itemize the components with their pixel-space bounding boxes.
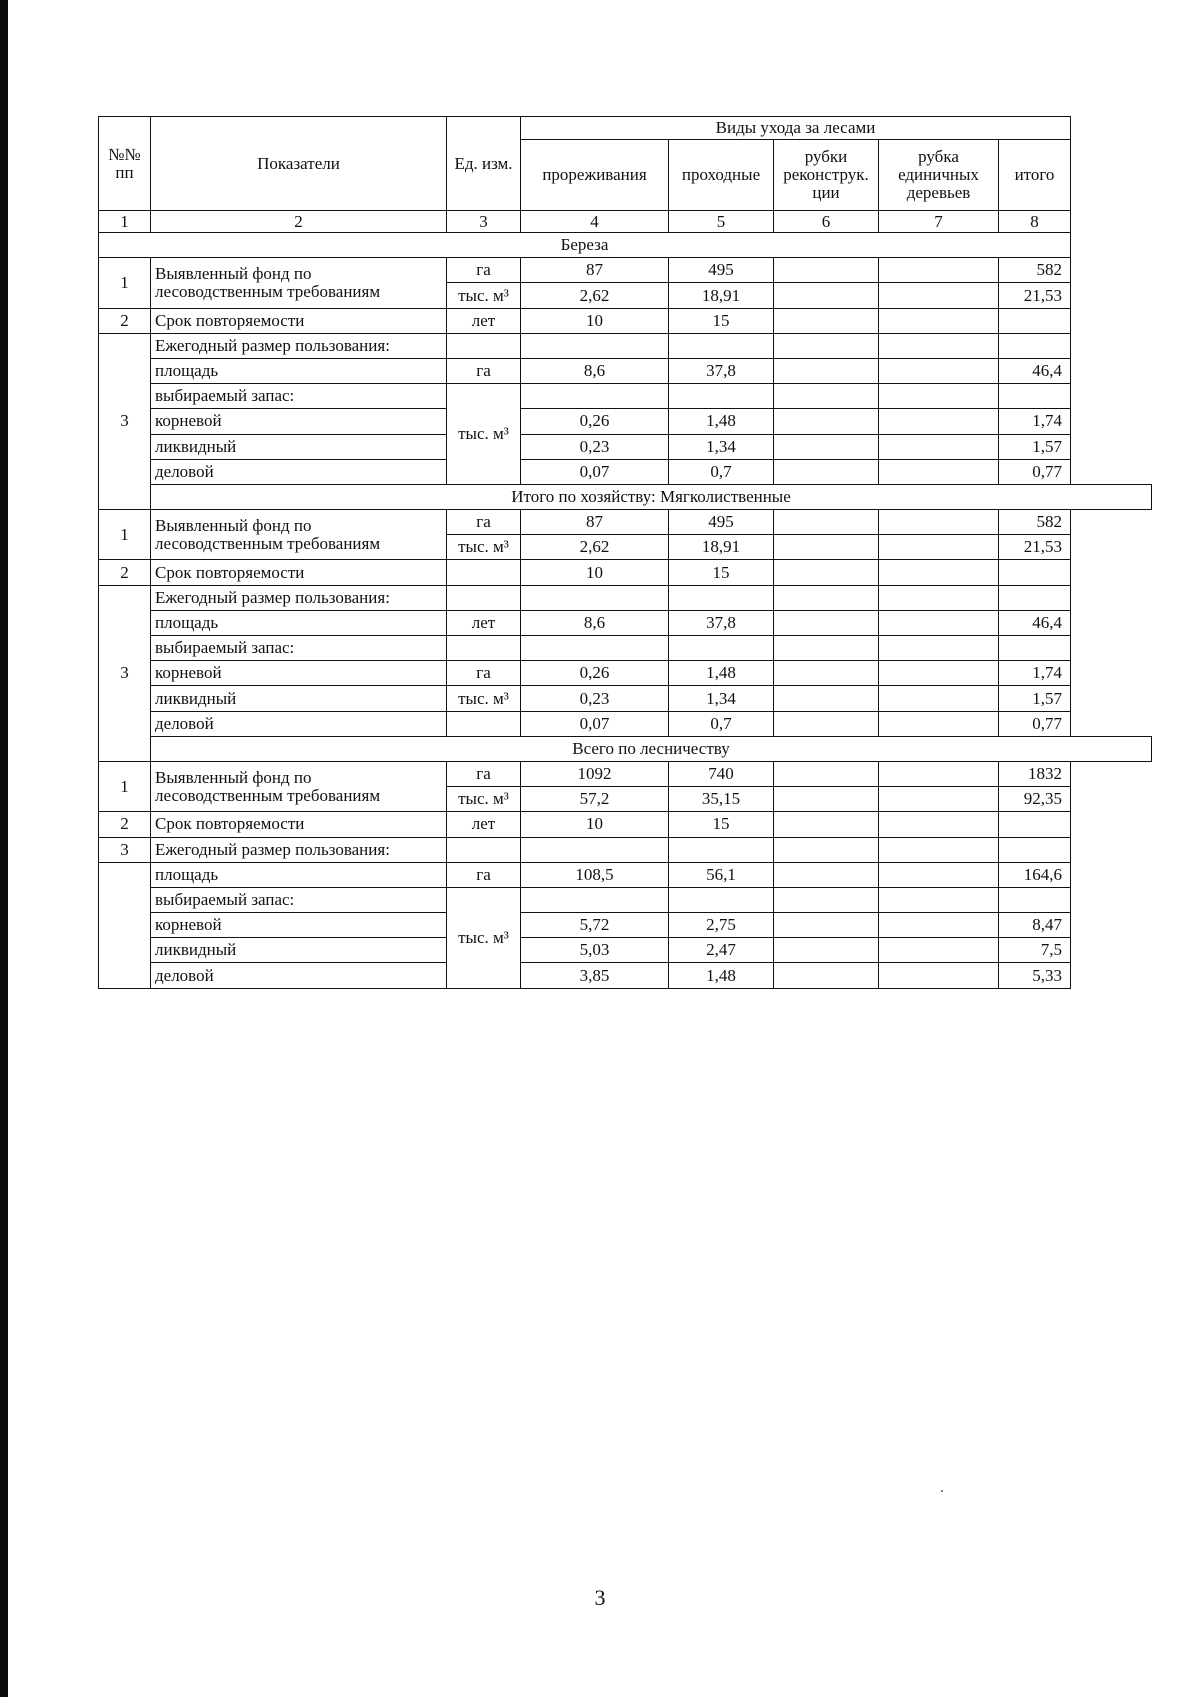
row-number: 2 [99, 308, 151, 333]
repeat-row [99, 560, 1152, 585]
value-cell: 108,5 [521, 862, 669, 887]
scan-speck [941, 1490, 943, 1492]
stock-kind-label: корневой [151, 409, 447, 434]
unit-cell: тыс. м³ [447, 686, 521, 711]
value-cell: 3,85 [521, 963, 669, 988]
repeat-label: Срок повторяемости [151, 308, 447, 333]
stock-unit: тыс. м³ [447, 384, 521, 485]
value-cell: 21,53 [999, 283, 1071, 308]
value-cell: 1,57 [999, 686, 1071, 711]
empty-cell [774, 636, 879, 661]
value-cell [774, 409, 879, 434]
value-cell: 1,74 [999, 409, 1071, 434]
stock-row [99, 686, 1152, 711]
value-cell: 15 [669, 560, 774, 585]
empty-cell [521, 384, 669, 409]
value-cell [879, 862, 999, 887]
care-type-col-header: рубки реконструк. ции [774, 140, 879, 211]
care-type-col-header: проходные [669, 140, 774, 211]
row-number: 2 [99, 812, 151, 837]
header-row-top [99, 117, 1152, 140]
value-cell: 21,53 [999, 535, 1071, 560]
value-cell: 2,62 [521, 283, 669, 308]
value-cell: 5,33 [999, 963, 1071, 988]
value-cell: 56,1 [669, 862, 774, 887]
value-cell: 1,48 [669, 661, 774, 686]
value-cell [879, 963, 999, 988]
value-cell: 0,77 [999, 459, 1071, 484]
stock-row [99, 409, 1152, 434]
value-cell: 87 [521, 510, 669, 535]
value-cell [774, 938, 879, 963]
value-cell [774, 812, 879, 837]
value-cell: 582 [999, 258, 1071, 283]
empty-cell [774, 384, 879, 409]
value-cell: 15 [669, 308, 774, 333]
care-type-col-header: итого [999, 140, 1071, 211]
empty-cell [447, 585, 521, 610]
value-cell [879, 560, 999, 585]
empty-cell [879, 837, 999, 862]
value-cell: 5,03 [521, 938, 669, 963]
value-cell [774, 258, 879, 283]
value-cell: 57,2 [521, 787, 669, 812]
value-cell: 0,07 [521, 459, 669, 484]
empty-cell [447, 333, 521, 358]
value-cell: 5,72 [521, 913, 669, 938]
empty-cell [879, 887, 999, 912]
fund-label: Выявленный фонд по лесоводственным требованиям [151, 510, 447, 560]
care-types-header: Виды ухода за лесами [521, 117, 1071, 140]
column-number: 4 [521, 211, 669, 233]
indicators-header: Показатели [151, 117, 447, 211]
empty-cell [879, 384, 999, 409]
value-cell [774, 535, 879, 560]
value-cell: 8,6 [521, 610, 669, 635]
area-row [99, 610, 1152, 635]
value-cell [774, 711, 879, 736]
stock-row [99, 938, 1152, 963]
area-label: площадь [151, 610, 447, 635]
empty-cell [999, 837, 1071, 862]
stock-label: выбираемый запас: [151, 636, 447, 661]
value-cell: 1,34 [669, 434, 774, 459]
stock-kind-label: деловой [151, 711, 447, 736]
area-row [99, 862, 1152, 887]
empty-cell [669, 887, 774, 912]
value-cell: 1,34 [669, 686, 774, 711]
value-cell: 10 [521, 560, 669, 585]
empty-cell [669, 333, 774, 358]
repeat-label: Срок повторяемости [151, 560, 447, 585]
value-cell [999, 560, 1071, 585]
value-cell: 2,47 [669, 938, 774, 963]
value-cell [774, 913, 879, 938]
annual-label-row [99, 585, 1152, 610]
column-number: 3 [447, 211, 521, 233]
stock-label: выбираемый запас: [151, 887, 447, 912]
value-cell: 0,77 [999, 711, 1071, 736]
value-cell [879, 913, 999, 938]
section-title-row [99, 736, 1152, 761]
stock-label-row [99, 887, 1152, 912]
value-cell: 8,47 [999, 913, 1071, 938]
empty-cell [774, 837, 879, 862]
stock-kind-label: ликвидный [151, 434, 447, 459]
value-cell [879, 409, 999, 434]
value-cell: 495 [669, 258, 774, 283]
empty-cell [521, 837, 669, 862]
value-cell [774, 610, 879, 635]
empty-cell [774, 887, 879, 912]
value-cell: 0,07 [521, 711, 669, 736]
value-cell: 0,7 [669, 711, 774, 736]
value-cell [879, 283, 999, 308]
row-number: 1 [99, 761, 151, 811]
fund-label: Выявленный фонд по лесоводственным требованиям [151, 761, 447, 811]
unit-cell: лет [447, 812, 521, 837]
stock-label: выбираемый запас: [151, 384, 447, 409]
area-row [99, 358, 1152, 383]
column-number: 1 [99, 211, 151, 233]
column-number: 2 [151, 211, 447, 233]
care-type-col-header: прореживания [521, 140, 669, 211]
value-cell: 2,75 [669, 913, 774, 938]
value-cell: 1092 [521, 761, 669, 786]
section-title: Итого по хозяйству: Мягколиственные [151, 484, 1152, 509]
empty-cell [879, 636, 999, 661]
annual-label: Ежегодный размер пользования: [151, 333, 447, 358]
stock-kind-label: деловой [151, 963, 447, 988]
empty-cell [669, 636, 774, 661]
row-number-empty [99, 862, 151, 988]
unit-cell: га [447, 258, 521, 283]
value-cell [879, 938, 999, 963]
value-cell [879, 308, 999, 333]
stock-row [99, 711, 1152, 736]
value-cell: 1832 [999, 761, 1071, 786]
value-cell [774, 761, 879, 786]
annual-label-row [99, 837, 1152, 862]
value-cell: 1,48 [669, 409, 774, 434]
annual-label-row [99, 333, 1152, 358]
stock-kind-label: корневой [151, 661, 447, 686]
empty-cell [447, 837, 521, 862]
empty-cell [521, 636, 669, 661]
stock-row [99, 913, 1152, 938]
stock-unit: тыс. м³ [447, 887, 521, 988]
value-cell [879, 812, 999, 837]
empty-cell [774, 333, 879, 358]
value-cell [774, 963, 879, 988]
value-cell: 87 [521, 258, 669, 283]
value-cell: 0,26 [521, 661, 669, 686]
unit-cell: тыс. м³ [447, 787, 521, 812]
value-cell: 495 [669, 510, 774, 535]
value-cell: 1,57 [999, 434, 1071, 459]
stock-kind-label: корневой [151, 913, 447, 938]
value-cell [879, 686, 999, 711]
value-cell [774, 560, 879, 585]
empty-cell [999, 585, 1071, 610]
empty-cell [879, 333, 999, 358]
value-cell [774, 283, 879, 308]
fund-row [99, 258, 1152, 283]
value-cell: 15 [669, 812, 774, 837]
value-cell [879, 610, 999, 635]
value-cell: 18,91 [669, 535, 774, 560]
column-number: 7 [879, 211, 999, 233]
empty-cell [999, 333, 1071, 358]
value-cell [774, 787, 879, 812]
row-number: 1 [99, 258, 151, 308]
value-cell: 46,4 [999, 610, 1071, 635]
repeat-label: Срок повторяемости [151, 812, 447, 837]
empty-cell [521, 585, 669, 610]
num-header: №№ пп [99, 117, 151, 211]
value-cell: 740 [669, 761, 774, 786]
value-cell: 1,74 [999, 661, 1071, 686]
stock-kind-label: ликвидный [151, 938, 447, 963]
value-cell [879, 711, 999, 736]
fund-row [99, 761, 1152, 786]
stock-row [99, 459, 1152, 484]
section-title: Береза [99, 233, 1071, 258]
section-title: Всего по лесничеству [151, 736, 1152, 761]
value-cell [879, 434, 999, 459]
value-cell: 582 [999, 510, 1071, 535]
value-cell [774, 358, 879, 383]
value-cell: 92,35 [999, 787, 1071, 812]
value-cell [774, 862, 879, 887]
stock-label-row [99, 636, 1152, 661]
stock-row [99, 434, 1152, 459]
value-cell: 0,7 [669, 459, 774, 484]
value-cell: 7,5 [999, 938, 1071, 963]
care-type-col-header: рубка единичных деревьев [879, 140, 999, 211]
value-cell [774, 661, 879, 686]
empty-cell [521, 887, 669, 912]
page-number: 3 [594, 1585, 606, 1610]
annual-label: Ежегодный размер пользования: [151, 585, 447, 610]
unit-cell: га [447, 358, 521, 383]
row-number: 3 [99, 585, 151, 761]
stock-row [99, 661, 1152, 686]
value-cell [879, 459, 999, 484]
value-cell [774, 510, 879, 535]
value-cell: 8,6 [521, 358, 669, 383]
empty-cell [774, 585, 879, 610]
empty-cell [447, 636, 521, 661]
unit-cell: лет [447, 308, 521, 333]
row-number: 2 [99, 560, 151, 585]
value-cell: 37,8 [669, 610, 774, 635]
row-number: 3 [99, 837, 151, 862]
column-number: 5 [669, 211, 774, 233]
value-cell: 1,48 [669, 963, 774, 988]
unit-cell [447, 560, 521, 585]
stock-kind-label: ликвидный [151, 686, 447, 711]
row-number: 3 [99, 333, 151, 509]
unit-cell: тыс. м³ [447, 535, 521, 560]
empty-cell [999, 384, 1071, 409]
stock-label-row [99, 384, 1152, 409]
repeat-row [99, 308, 1152, 333]
empty-cell [521, 333, 669, 358]
unit-cell: га [447, 510, 521, 535]
empty-cell [669, 585, 774, 610]
unit-header: Ед. изм. [447, 117, 521, 211]
unit-cell: га [447, 661, 521, 686]
value-cell [774, 686, 879, 711]
forest-care-table [98, 116, 1152, 989]
fund-label: Выявленный фонд по лесоводственным требованиям [151, 258, 447, 308]
value-cell: 10 [521, 812, 669, 837]
value-cell [879, 661, 999, 686]
unit-cell: лет [447, 610, 521, 635]
empty-cell [999, 636, 1071, 661]
value-cell: 18,91 [669, 283, 774, 308]
empty-cell [879, 585, 999, 610]
section-title-row [99, 484, 1152, 509]
value-cell: 164,6 [999, 862, 1071, 887]
value-cell [999, 812, 1071, 837]
empty-cell [999, 887, 1071, 912]
area-label: площадь [151, 862, 447, 887]
unit-cell: тыс. м³ [447, 283, 521, 308]
empty-cell [669, 837, 774, 862]
header-row-numbers [99, 211, 1152, 233]
value-cell: 0,26 [521, 409, 669, 434]
value-cell: 35,15 [669, 787, 774, 812]
unit-cell [447, 711, 521, 736]
stock-row [99, 963, 1152, 988]
value-cell [879, 761, 999, 786]
column-number: 6 [774, 211, 879, 233]
column-number: 8 [999, 211, 1071, 233]
fund-row [99, 510, 1152, 535]
empty-cell [669, 384, 774, 409]
stock-kind-label: деловой [151, 459, 447, 484]
value-cell: 0,23 [521, 434, 669, 459]
value-cell [879, 258, 999, 283]
value-cell: 37,8 [669, 358, 774, 383]
value-cell [879, 787, 999, 812]
value-cell [774, 308, 879, 333]
value-cell [879, 535, 999, 560]
value-cell [999, 308, 1071, 333]
value-cell: 10 [521, 308, 669, 333]
value-cell [879, 358, 999, 383]
value-cell [879, 510, 999, 535]
value-cell [774, 434, 879, 459]
value-cell: 46,4 [999, 358, 1071, 383]
area-label: площадь [151, 358, 447, 383]
annual-label: Ежегодный размер пользования: [151, 837, 447, 862]
unit-cell: га [447, 862, 521, 887]
repeat-row [99, 812, 1152, 837]
value-cell: 0,23 [521, 686, 669, 711]
unit-cell: га [447, 761, 521, 786]
value-cell [774, 459, 879, 484]
row-number: 1 [99, 510, 151, 560]
table-body [99, 117, 1152, 989]
value-cell: 2,62 [521, 535, 669, 560]
section-title-row [99, 233, 1152, 258]
